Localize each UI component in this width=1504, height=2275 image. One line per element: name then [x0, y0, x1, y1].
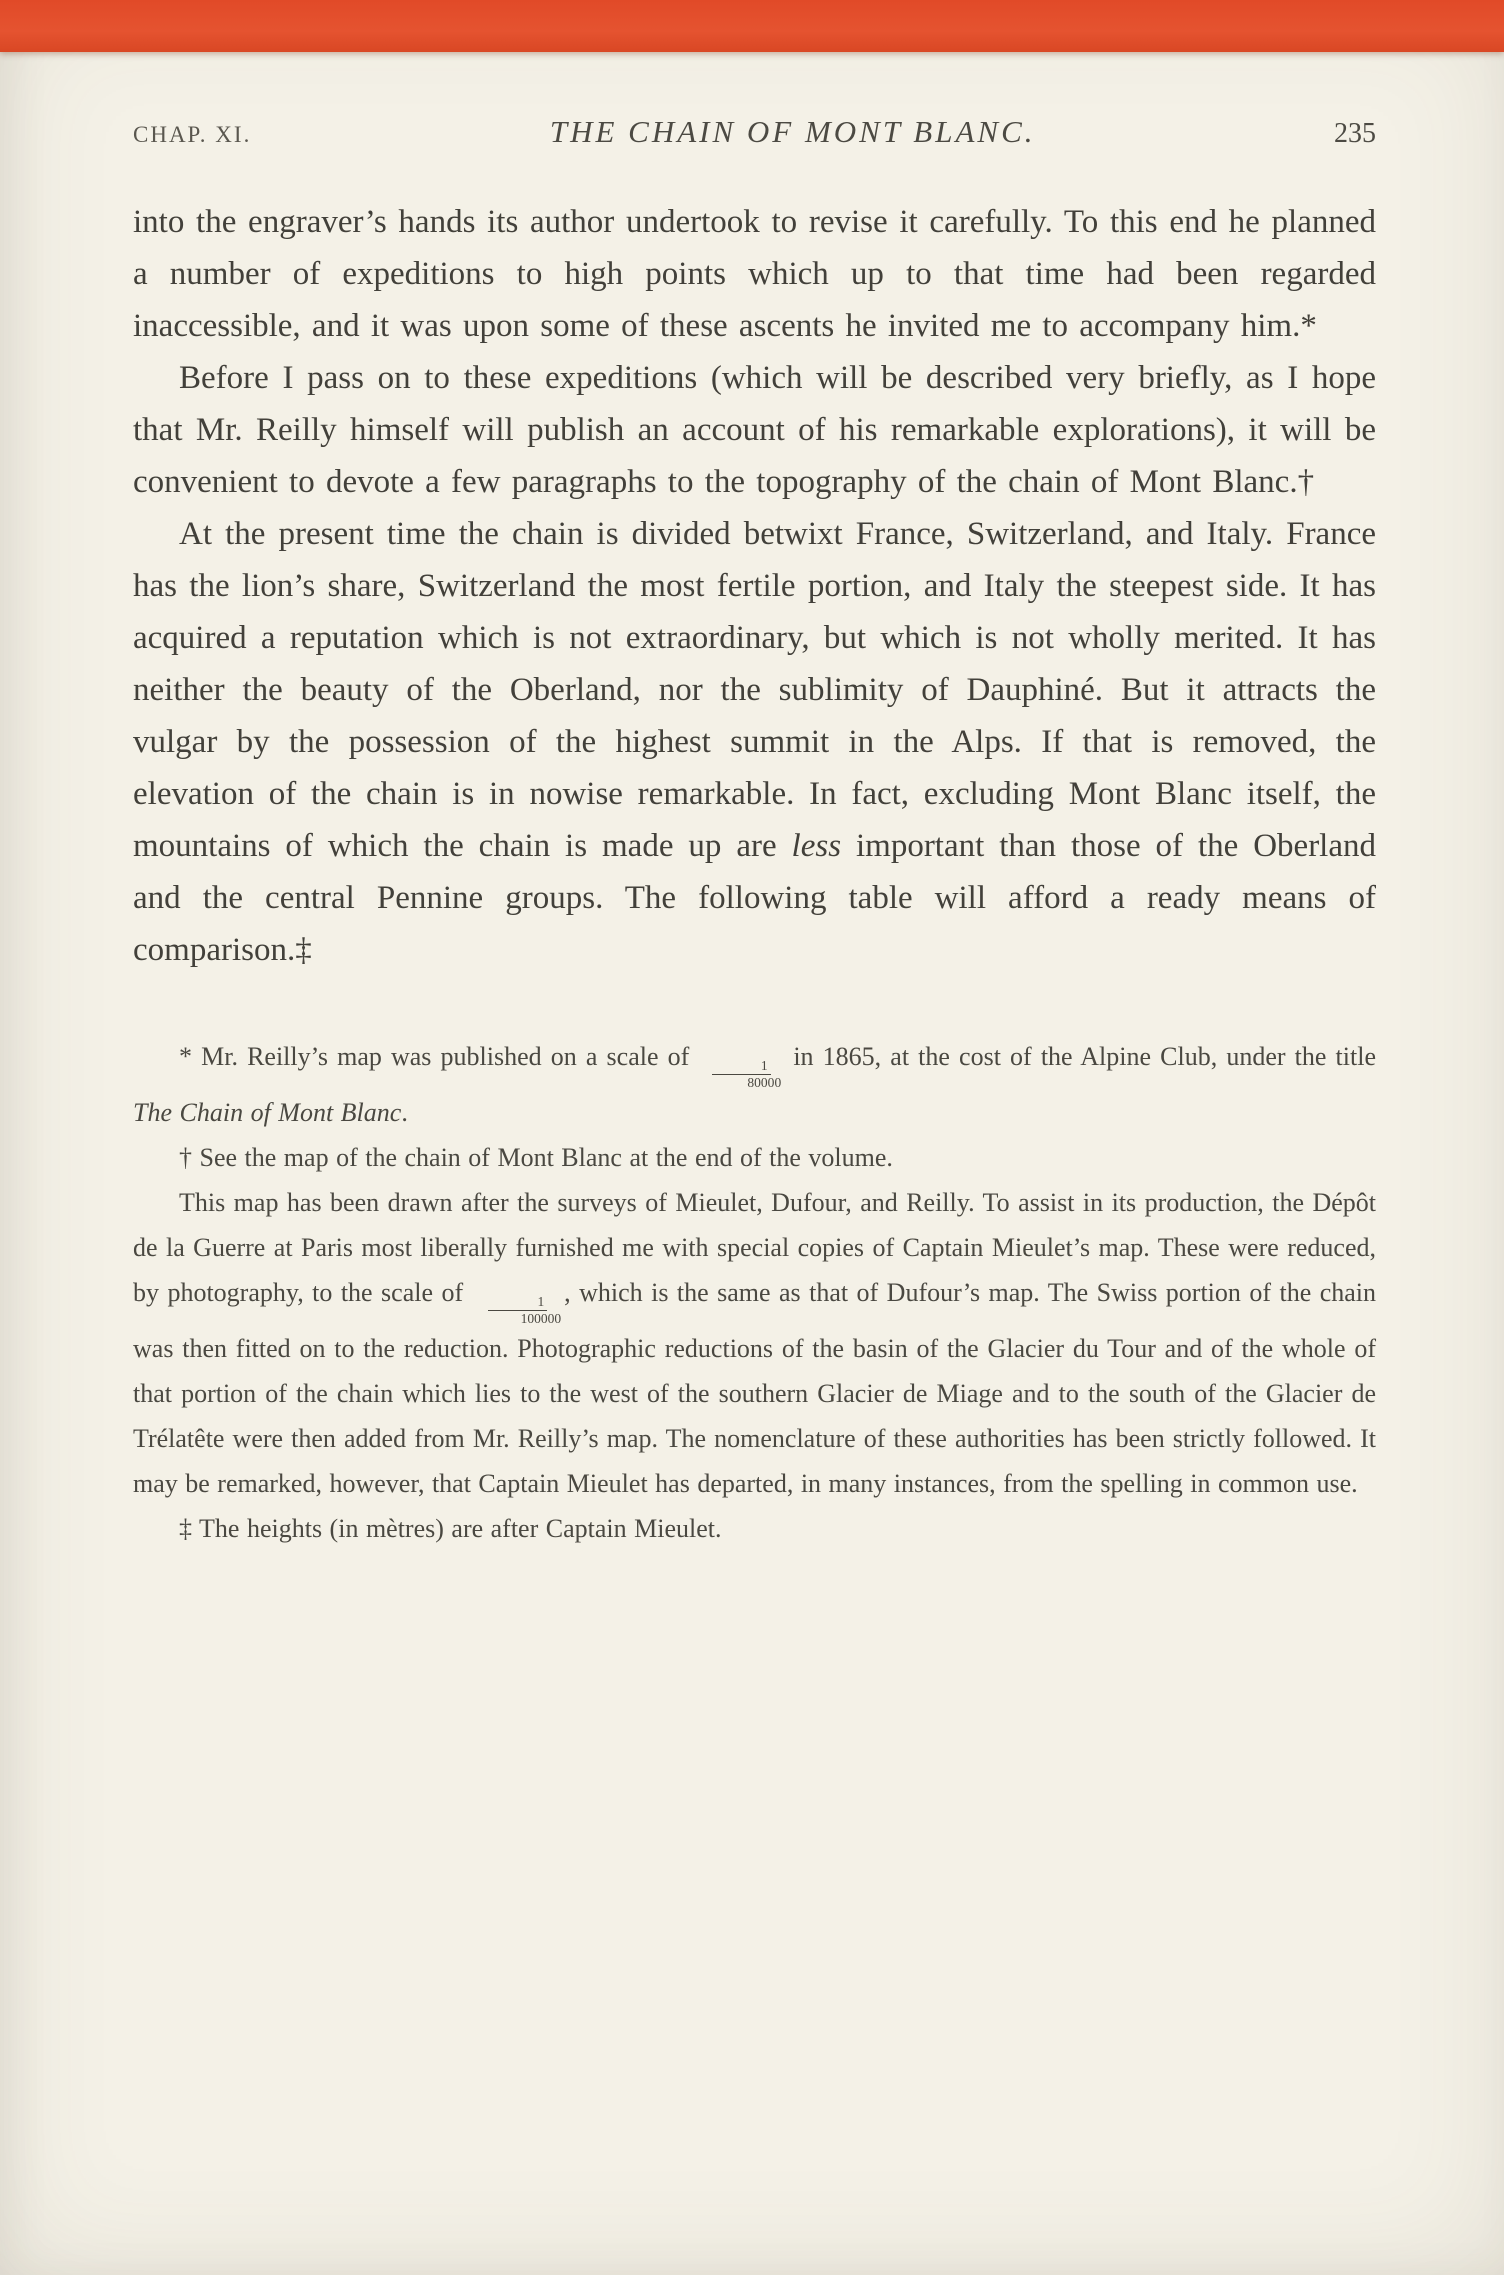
text-segment: in 1865, at the cost of the Alpine Club, under the title — [784, 1042, 1376, 1071]
text-segment: , which is the same as that of Dufour’s map. The Swiss portion of the chain was then fitted on to the reduction. Photographic reductions of the basin of the Glacier du Tour and of the whole of that portion of the chain which lies to the west of the southern Glacier de Miage and to the south of the Glacier de Trélatête were then added from Mr. Reilly’s map. The nomenclature of these authorities has been strictly followed. It may be remarked, however, that Captain Mieulet has departed, in many instances, from the spelling in common use. — [133, 1278, 1377, 1499]
scale-fraction — [701, 1059, 781, 1090]
scale-fraction — [475, 1295, 562, 1326]
text-segment: At the present time the chain is divided betwixt France, Switzerland, and Italy. France has the lion’s share, Switzerland the most fertile portion, and Italy the steepest side. It has acquired a reputation which is not extraordinary, but which is not wholly merited. It has neither the beauty of the Oberland, nor the sublimity of Dauphiné. But it attracts the vulgar by the possession of the highest summit in the Alps. If that is removed, the elevation of the chain is in nowise remarkable. In fact, excluding Mont Blanc itself, the mountains of which the chain is made up are — [133, 516, 1376, 864]
fraction-denominator: 100000 — [520, 1311, 562, 1326]
chapter-label: CHAP. XI. — [133, 122, 252, 147]
paragraph-2: Before I pass on to these expeditions (which will be described very briefly, as I hope that Mr. Reilly himself will publish an account of his remarkable explorations), it will be convenient to devote a few paragraphs to the topography of the chain of Mont Blanc.† — [133, 360, 1376, 500]
page-number: 235 — [1334, 118, 1376, 149]
paragraph-1: into the engraver’s hands its author undertook to revise it carefully. To this end he planned a number of expeditions to high points which up to that time had been regarded inaccessible, and it was upon some of these ascents he invited me to accompany him.* — [133, 204, 1376, 344]
footnote-map-note — [133, 1180, 1376, 1506]
fraction-numerator: 1 — [712, 1059, 771, 1075]
running-title: THE CHAIN OF MONT BLANC. — [549, 114, 1036, 149]
footnote-dagger: † See the map of the chain of Mont Blanc at the end of the volume. — [179, 1143, 893, 1173]
footnote-asterisk — [133, 1034, 1376, 1135]
text-segment: important than those of the Oberland and the central Pennine groups. The following table will afford a ready means of comparison.‡ — [133, 828, 1376, 968]
book-title-italic: The Chain of Mont Blanc — [133, 1098, 402, 1128]
page-header — [133, 114, 1376, 150]
footnote-double-dagger: ‡ The heights (in mètres) are after Captain Mieulet. — [179, 1514, 722, 1544]
footnotes — [133, 1034, 1376, 1551]
text-segment: This map has been drawn after the surveys of Mieulet, Dufour, and Reilly. To assist in its production, the Dépôt de la Guerre at Paris most liberally furnished me with special copies of Captain Mieulet’s map. These were reduced, by photography, to the scale of — [133, 1188, 1376, 1308]
fraction-denominator: 80000 — [747, 1074, 782, 1090]
body-text — [133, 196, 1376, 976]
italic-word: less — [791, 828, 842, 864]
text-segment: . — [401, 1098, 408, 1128]
page-top-edge — [0, 0, 1504, 52]
page-content — [133, 52, 1376, 1551]
paragraph-3 — [133, 508, 1376, 976]
fraction-numerator: 1 — [488, 1295, 547, 1311]
text-segment: * Mr. Reilly’s map was published on a scale of — [179, 1042, 699, 1071]
